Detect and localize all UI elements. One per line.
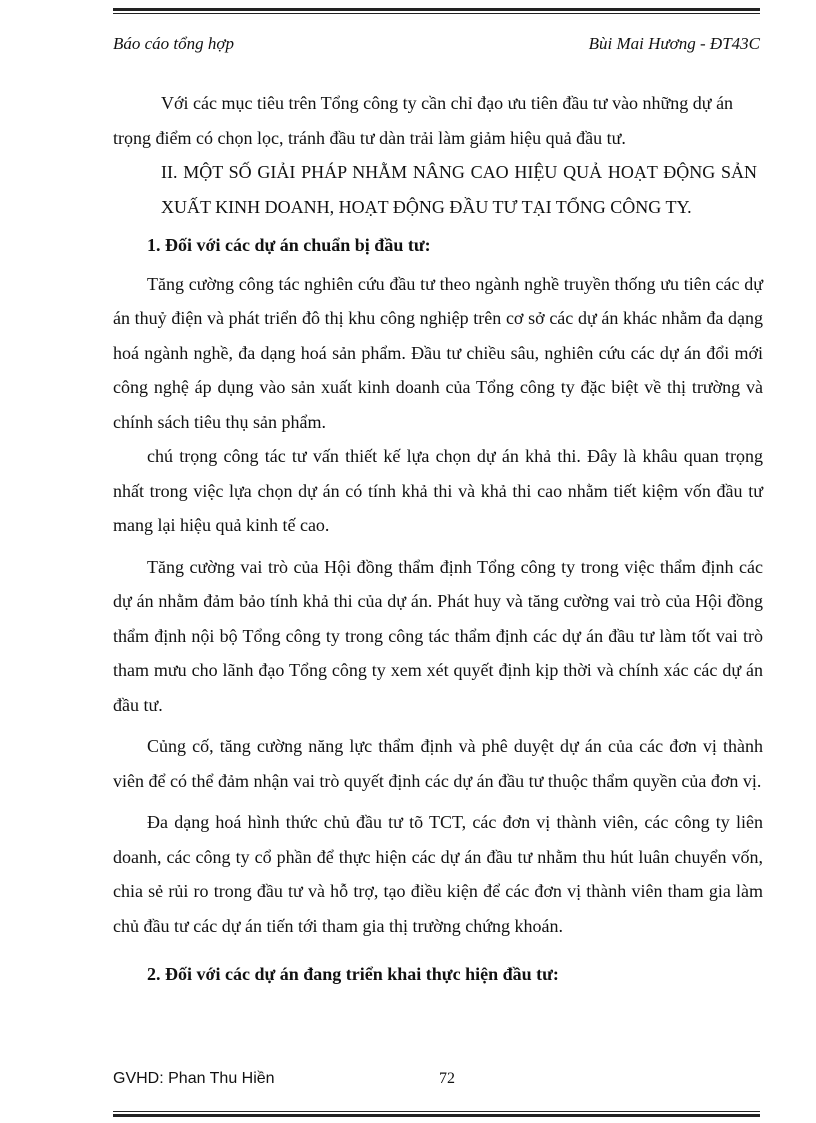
paragraph-research-investment: Tăng cường công tác nghiên cứu đầu tư theo ngành nghề truyền thống ưu tiên các dự án thuỷ điện và phát triển đô thị khu công nghiệp trên cơ sở các dự án khác nhằm đa dạng hoá ngành nghề, đa dạng hoá sản phẩm. Đầu tư chiều sâu, nghiên cứu các dự án đổi mới công nghệ áp dụng vào sản xuất kinh doanh của Tổng công ty đặc biệt về thị trường và chính sách tiêu thụ sản phẩm. (113, 273, 763, 432)
page-footer (113, 1070, 760, 1092)
section-heading-line-1: II. MỘT SỐ GIẢI PHÁP NHẰM NÂNG CAO HIỆU QUẢ HOẠT ĐỘNG SẢN (161, 162, 757, 182)
section-heading-line-2: XUẤT KINH DOANH, HOẠT ĐỘNG ĐẦU TƯ TẠI TỔNG CÔNG TY. (161, 196, 692, 217)
paragraph-capacity-strengthening: Củng cố, tăng cường năng lực thẩm định và phê duyệt dự án của các đơn vị thành viên để có thể đảm nhận vai trò quyết định các dự án đầu tư thuộc thẩm quyền của đơn vị. (113, 736, 763, 791)
subheading-ongoing-projects: 2. Đối với các dự án đang triển khai thực hiện đầu tư: (147, 964, 559, 984)
footer-rule (113, 1111, 760, 1117)
paragraph-consulting-design: chú trọng công tác tư vấn thiết kế lựa chọn dự án khả thi. Đây là khâu quan trọng nhất trong việc lựa chọn dự án có tính khả thi và khả thi cao nhằm tiết kiệm vốn đầu tư mang lại hiệu quả kinh tế cao. (113, 446, 763, 535)
page-number: 72 (439, 1070, 455, 1087)
page-header (113, 34, 760, 58)
page-body (113, 86, 763, 992)
footer-advisor: GVHD: Phan Thu Hiền (113, 1070, 275, 1087)
intro-line-1: Với các mục tiêu trên Tổng công ty cần chỉ đạo ưu tiên đầu tư vào những dự án (161, 93, 734, 113)
header-rule (113, 8, 760, 14)
paragraph-diversify-investors: Đa dạng hoá hình thức chủ đầu tư tõ TCT, các đơn vị thành viên, các công ty liên doanh, các công ty cổ phần để thực hiện các dự án đầu tư nhằm thu hút luân chuyển vốn, chia sẻ rủi ro trong đầu tư và hỗ trợ, tạo điều kiện để các đơn vị thành viên tham gia làm chủ đầu tư các dự án tiến tới tham gia thị trường chứng khoán. (113, 812, 763, 936)
paragraph-appraisal-council: Tăng cường vai trò của Hội đồng thẩm định Tổng công ty trong việc thẩm định các dự án nhằm đảm bảo tính khả thi của dự án. Phát huy và tăng cường vai trò của Hội đồng thẩm định nội bộ Tổng công ty trong công tác thẩm định các dự án đầu tư làm tốt vai trò tham mưu cho lãnh đạo Tổng công ty xem xét quyết định kịp thời và chính xác các dự án đầu tư. (113, 556, 763, 715)
subheading-prepare-investment: 1. Đối với các dự án chuẩn bị đầu tư: (147, 235, 431, 255)
header-author: Bùi Mai Hương - ĐT43C (588, 34, 760, 53)
header-report-title: Báo cáo tổng hợp (113, 34, 234, 53)
intro-line-2: trọng điểm có chọn lọc, tránh đầu tư dàn trải làm giảm hiệu quả đầu tư. (113, 127, 626, 148)
